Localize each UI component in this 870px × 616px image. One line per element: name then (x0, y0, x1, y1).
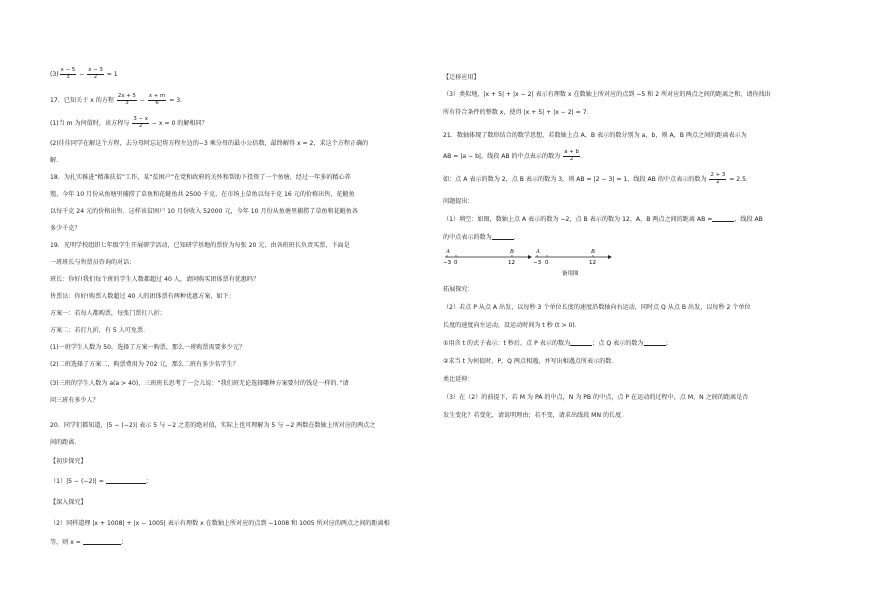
answer-blank[interactable] (644, 338, 666, 346)
q21-part2-sub1: ①用含 t 的式子表示：t 秒后，点 P 表示的数为 ；点 Q 表示的数为 ； (443, 340, 672, 347)
q19-plan2: 方案二：若打九折，有 5 人可免票． (50, 327, 150, 334)
q21-part2-line2: 长度的速度向左运动，设运动时间为 t 秒 (t > 0)． (443, 322, 581, 329)
q19-line1: 19．光明学校组织七年级学生开展研学活动，已知研学基地的票价为每张 20 元，由各班班长负责买票，下面是 (50, 242, 350, 249)
point-a-label: A (446, 249, 450, 255)
q17-part1: (1)当 m 为何值时，该方程与 $\frac{3 - x}{2}$ − x = 0 的解相同？ (50, 116, 208, 129)
point-b-label: B (510, 249, 514, 255)
q18-line4: 多少千克？ (50, 225, 81, 232)
answer-blank[interactable] (106, 476, 146, 484)
answer-blank[interactable] (83, 537, 121, 545)
section-problem: 问题提出： (443, 198, 474, 205)
number-line-figure (443, 244, 623, 280)
q21-part1-line1: （1）填空：如图，数轴上点 A 表示的数为 −2，点 B 表示的数为 12，A，B 两点之间的距离 AB = ，线段 AB (443, 216, 763, 223)
q19-part2: (2)二班选择了方案二，购票费用为 702 元，那么二班有多少名学生？ (50, 361, 239, 368)
fraction: $\frac{2 + 3}{2}$ (710, 172, 726, 185)
section-analogy: 类比延伸： (443, 376, 474, 383)
q20-part3-line2: 所有符合条件的整数 x，使得 |x + 5| + |x − 2| = 7． (443, 109, 593, 116)
spare-figure-caption: 备用图 (562, 271, 579, 277)
q21-part3-line1: （3）在（2）的前提下，若 M 为 PA 的中点，N 为 PB 的中点，点 P 在运动的过程中，点 M，N 之间的距离是否 (443, 394, 749, 401)
q17-stem: 17．已知关于 x 的方程 $\frac{2x + 5}{3}$ − $\frac{x + m}{6}$ = 3． (50, 93, 187, 106)
number-line-main (443, 249, 532, 266)
q21-part1-line2: 的中点表示的数为 ． (443, 234, 520, 241)
q16-part3: (3) $\frac{x - 5}{3}$ − $\frac{x - 3}{2}$ = 1 (50, 67, 118, 80)
q21-part3-line2: 发生变化？若变化，请说明理由；若不变，请求出线段 MN 的长度． (443, 412, 628, 419)
q17-part2-line2: 解． (50, 157, 63, 164)
q20-line2: 间的距离． (50, 439, 81, 446)
fraction: $\frac{x - 3}{2}$ (88, 67, 103, 80)
q18-line2: 殖，今年 10 月份从鱼塘里捕捞了草鱼和花鲢鱼共 2500 千克，在市场上草鱼以每千克 16 元的价格出售，花鲢鱼 (50, 191, 355, 198)
tick-label: 12 (589, 260, 596, 266)
q18-line1: 18．为扎实推进“精准扶贫”工作，某“贫困户”在党和政府的关怀和帮助下投资了一个鱼塘，经过一年多的精心养 (50, 174, 351, 181)
q21-part2-line1: （2）若点 P 从点 A 出发，以每秒 3 个单位长度的速度沿数轴向右运动，同时点 Q 从点 B 出发，以每秒 2 个单位 (443, 304, 751, 311)
fraction: $\frac{2x + 5}{3}$ (117, 93, 136, 106)
q21-example: 如：点 A 表示的数为 2，点 B 表示的数为 3，则 AB = |2 − 3| = 1，线段 AB 的中点表示的数为 $\frac{2 + 3}{2}$ = 2.5． (443, 172, 753, 185)
q21-line2: AB = |a − b|，线段 AB 的中点表示的数为 $\frac{a + b}{2}$ ． (443, 149, 587, 162)
fraction: $\frac{x - 5}{3}$ (60, 67, 76, 80)
q17-part2-line1: (2)佳佳同学在解这个方程，去分母时忘记将方程左边的−3 乘分母的最小公倍数，最终解得 x = 2，求这个方程正确的 (50, 140, 369, 147)
q21-line1: 21．数轴体现了数形结合的数学思想，若数轴上点 A，B 表示的数分别为 a，b，则 A，B 两点之间的距离表示为 (443, 132, 747, 139)
q20-line1: 20．同学们都知道，|5 − (−2)| 表示 5 与 −2 之差的绝对值，实际上也可理解为 5 与 −2 两数在数轴上所对应的两点之 (50, 422, 376, 429)
section-initial-explore: 【初步探究】 (50, 458, 87, 465)
section-transfer: 【迁移应用】 (443, 74, 480, 81)
q19-dialog-seller: 售票员：你好!购票人数超过 40 人的团体票有两种优惠方案，如下： (50, 293, 235, 300)
number-lines (443, 244, 623, 280)
answer-blank[interactable] (570, 338, 592, 346)
fraction: $\frac{x + m}{6}$ (148, 93, 166, 106)
q19-plan1: 方案一：若每人都购票，每张门票打八折； (50, 310, 166, 317)
q20-part2-line1: （2）同样道理 |x + 1008| + |x − 1005| 表示有理数 x 在数轴上所对应的点到 −1008 和 1005 所对应的两点之间的距离相 (50, 520, 390, 527)
tick-label: 0 (454, 260, 458, 266)
q20-part2-line2: 等，则 x = ； (50, 539, 127, 546)
tick-label: −3 (533, 260, 542, 266)
number-line-spare (533, 249, 612, 277)
q19-part1: (1)一班学生人数为 50，选择了方案一购票，那么一班购票需要多少元？ (50, 344, 246, 351)
q19-line2: 一班班长与售票员咨询的对话： (50, 259, 136, 266)
point-a-label: A (536, 249, 540, 255)
q19-part3-line1: (3)三班的学生人数为 a(a > 40)，三班班长思考了一会儿说：“我们班无论选择哪种方案要付的钱是一样的．”请 (50, 380, 349, 387)
q19-part3-line2: 问三班有多少人？ (50, 397, 99, 404)
fraction: $\frac{3 - x}{2}$ (133, 116, 148, 129)
q19-dialog-monitor: 班长：你好!我们每个班的学生人数都超过 40 人，请问购买团体票有优惠吗？ (50, 276, 260, 283)
point-b-label: B (591, 249, 595, 255)
q18-line3: 以每千克 24 元的价格出售．这样该贫困户 10 月份收入 52000 元，今年 10 月份从鱼塘里捕捞了草鱼和花鲢鱼各 (50, 208, 358, 215)
q20-part1: （1）|5 − (−2)| = ； (50, 478, 152, 485)
q20-part3-line1: （3）类似地，|x + 5| + |x − 2| 表示有理数 x 在数轴上所对应的点到 −5 和 2 所对应的两点之间的距离之和，请你找出 (443, 91, 771, 98)
tick-label: −3 (443, 260, 452, 266)
tick-label: 0 (545, 260, 549, 266)
tick-label: 12 (508, 260, 515, 266)
answer-blank[interactable] (712, 214, 734, 222)
q21-part2-sub2: ②求当 t 为何值时，P，Q 两点相遇，并写出相遇点所表示的数． (443, 358, 618, 365)
section-deep-explore: 【深入探究】 (50, 499, 87, 506)
section-extension: 拓展探究： (443, 286, 474, 293)
answer-blank[interactable] (492, 232, 514, 240)
fraction: $\frac{a + b}{2}$ (564, 149, 579, 162)
